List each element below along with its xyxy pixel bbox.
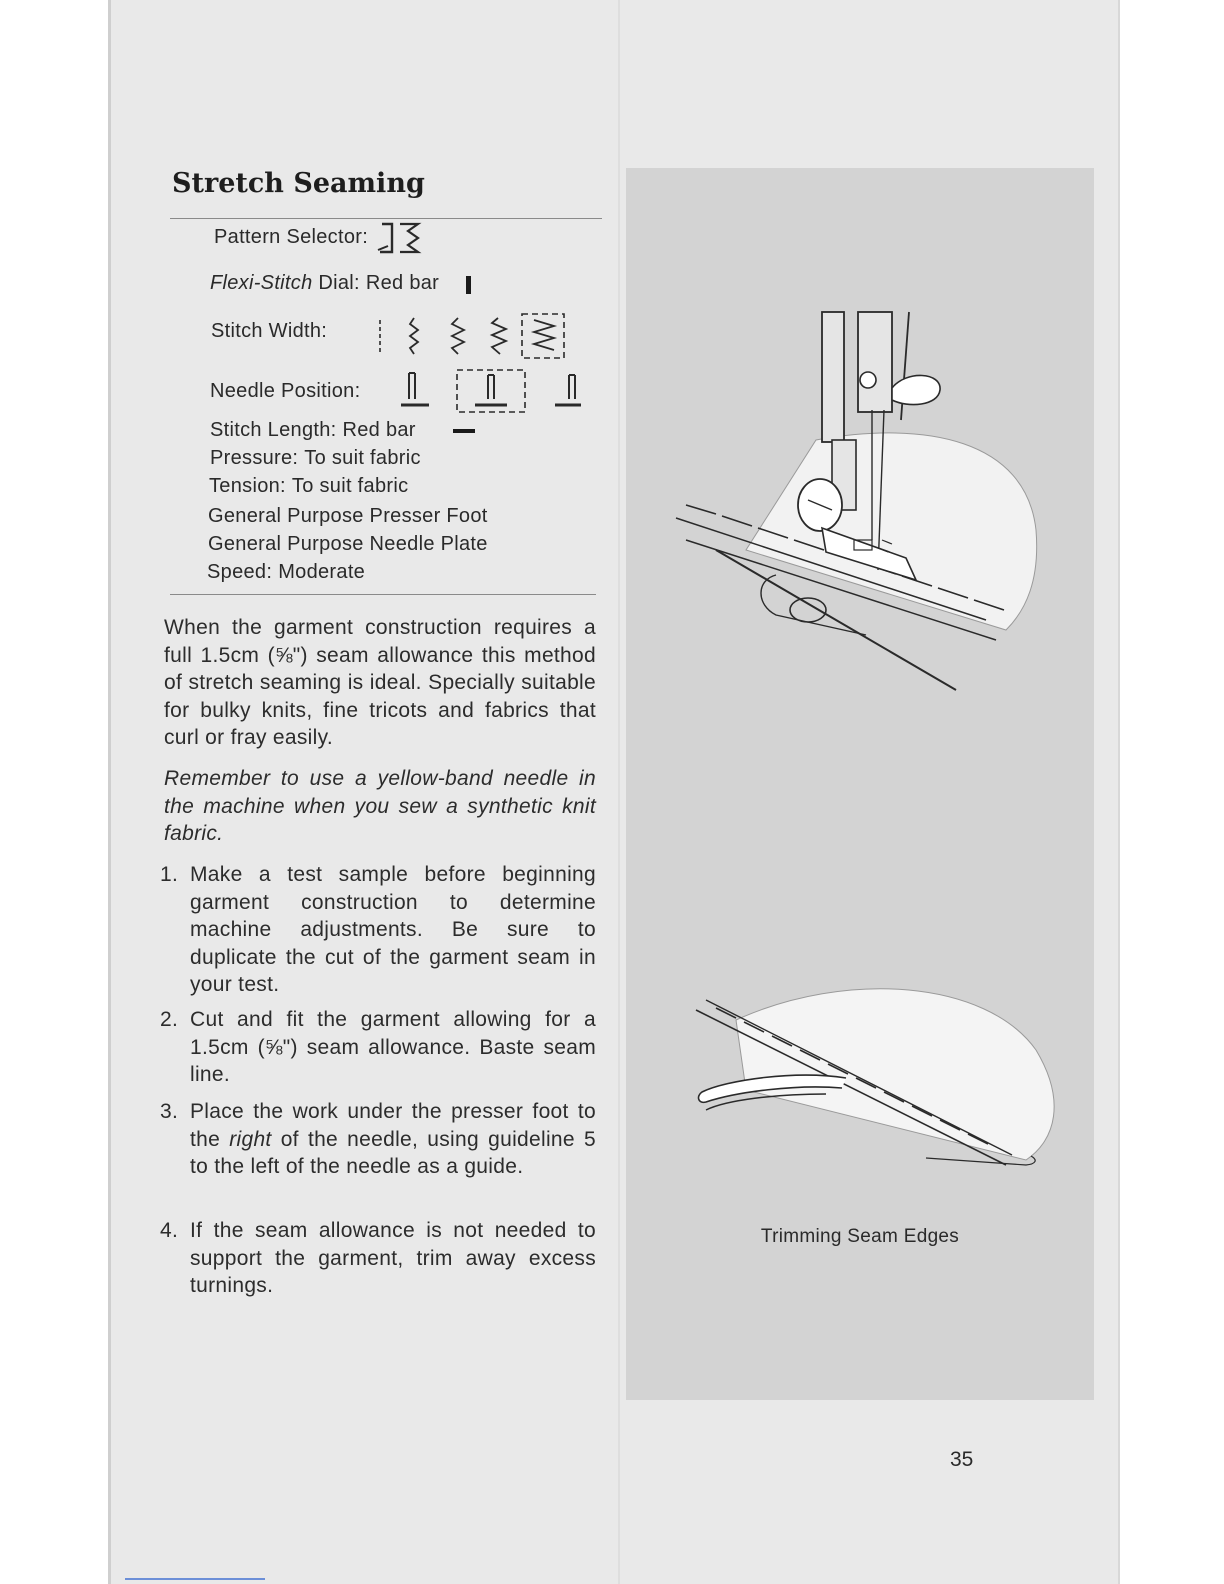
flexi-stitch-line bbox=[210, 272, 439, 295]
divider bbox=[170, 594, 596, 595]
stitch-width-label: Stitch Width: bbox=[211, 320, 328, 342]
step-text-part: of the needle, using guideline 5 to the left of the needle as a guide. bbox=[190, 1127, 596, 1178]
list-item bbox=[160, 861, 596, 999]
step-text-part: Place the work under the presser foot to the bbox=[190, 1100, 596, 1151]
step-text-italic: right bbox=[229, 1127, 272, 1151]
step-number: 1. bbox=[160, 863, 179, 886]
page-edge bbox=[108, 0, 111, 1584]
page-number: 35 bbox=[950, 1448, 974, 1471]
horizontal-bar-icon bbox=[452, 427, 476, 435]
step-text bbox=[190, 1098, 596, 1181]
step-text: If the seam allowance is not needed to support the garment, trim away excess turnings. bbox=[190, 1219, 596, 1297]
red-bar-icon bbox=[465, 275, 473, 295]
step-text: Cut and fit the garment allowing for a 1.5cm (⅝") seam allowance. Baste seam line. bbox=[190, 1008, 596, 1086]
pressure-label: Pressure: bbox=[210, 447, 299, 469]
trimming-seam-illustration bbox=[626, 960, 1094, 1190]
flexi-stitch-label: Dial: bbox=[312, 272, 360, 294]
page-edge bbox=[1118, 0, 1120, 1584]
flexi-stitch-label-italic: Flexi-Stitch bbox=[210, 272, 313, 294]
page-title: Stretch Seaming bbox=[172, 168, 425, 199]
list-item bbox=[160, 1006, 596, 1089]
tension-line bbox=[209, 475, 408, 498]
speed-value: Moderate bbox=[278, 561, 366, 583]
intro-paragraph: When the garment construction requires a full 1.5cm (⅝") seam allowance this method of stretch seaming is ideal. Specially suitable for bulky knits, fine tricots and fabrics that curl or fray easily. bbox=[164, 616, 596, 749]
zigzag-width-icon bbox=[370, 310, 570, 362]
pressure-value: To suit fabric bbox=[304, 447, 421, 469]
step-number: 2. bbox=[160, 1008, 179, 1031]
stitch-length-label: Stitch Length: bbox=[210, 419, 337, 441]
reminder-paragraph: Remember to use a yellow-band needle in the machine when you sew a synthetic knit fabric. bbox=[164, 767, 596, 845]
needle-position-label: Needle Position: bbox=[210, 380, 361, 402]
underline-mark bbox=[125, 1578, 265, 1580]
speed-line bbox=[207, 561, 365, 584]
sewing-machine-needle-illustration bbox=[626, 290, 1094, 710]
pattern-selector-label: Pattern Selector: bbox=[214, 226, 369, 248]
presser-foot: General Purpose Presser Foot bbox=[208, 505, 488, 527]
tension-label: Tension: bbox=[209, 475, 286, 497]
step-number: 3. bbox=[160, 1100, 179, 1123]
step-text: Make a test sample before beginning garment construction to determine machine adjustments. Be sure to duplicate the cut of the garment seam in your test. bbox=[190, 863, 596, 996]
needle-plate: General Purpose Needle Plate bbox=[208, 533, 488, 555]
page-fold bbox=[618, 0, 620, 1584]
flexi-stitch-value: Red bar bbox=[365, 272, 440, 294]
speed-label: Speed: bbox=[207, 561, 273, 583]
needle-position-icon bbox=[395, 365, 585, 415]
stretch-stitch-pattern-icon bbox=[374, 218, 432, 258]
illustration-caption: Trimming Seam Edges bbox=[760, 1226, 960, 1247]
stitch-length-line bbox=[210, 419, 416, 442]
stitch-length-value: Red bar bbox=[342, 419, 416, 441]
tension-value: To suit fabric bbox=[291, 475, 409, 497]
step-number: 4. bbox=[160, 1219, 179, 1242]
list-item bbox=[160, 1217, 596, 1300]
pressure-line bbox=[210, 447, 421, 470]
list-item bbox=[160, 1098, 596, 1181]
